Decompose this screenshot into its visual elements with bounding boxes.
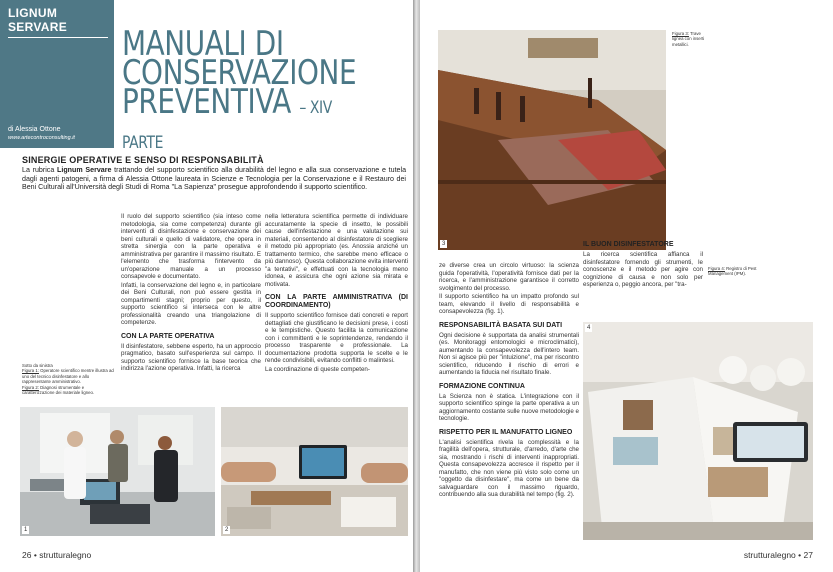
caption-4-text: Registro di Pest Management (IPM). <box>708 266 757 277</box>
photo-2-number: 2 <box>225 527 229 533</box>
brand-box <box>0 0 114 148</box>
footer-left <box>22 550 91 560</box>
col1-heading-operativa: CON LA PARTE OPERATIVA <box>121 332 215 340</box>
figure-caption-left <box>22 363 114 395</box>
intro-after: trattando del supporto scientifico alla durabilità del legno e alla sua conservazione e tutela dagli agenti patogeni, a firma di Alessia Ottone laureata in Scienze e Tecnologia per la Conservazione e il Restauro dei Beni Culturali all'Università degli Studi di Roma "La Sapienza" prosegue approfondendo il supporto scientifico. <box>22 166 407 192</box>
page-number-right: 27 <box>803 550 813 560</box>
col4-p1: La ricerca scientifica affianca il disinfestatore fornendo gli strumenti, le conoscenze e il metodo per agire con cognizione di causa e non solo per esperienza o, peggio ancora, per "tra- <box>583 251 703 288</box>
col3-p3: Ogni decisione è supportata da analisi strumentali (es. Monitoraggi entomologici e microclimatici), aumentando la consapevolezza dell'intero team. Non si agisce più per "intuizione", ma per riscontro scientifico, riducendo il rischio di errori e aumentando la fiducia nel risultato finale. <box>439 331 579 376</box>
caption-4-label: Figura 4: <box>708 266 725 271</box>
col2-p2: Il supporto scientifico fornisce dati concreti e report dettagliati che giustificano le decisioni prese, i costi e le tempistiche. Questo facilita la comunicazione con i committenti e le soprintendenze, rendendo il processo trasparente e professionale. La documentazione prodotta supporta le scelte e le rende condivisibili, evitando conflitti o malintesi. <box>265 312 408 364</box>
intro-brand: Lignum Servare <box>57 166 112 174</box>
col1-p3: Il disinfestatore, sebbene esperto, ha un approccio pragmatico, basato sull'esperienza sul campo. Il supporto scientifico fornisce la base teorica che indirizza l'azione operativa. Infatti, la ricerca <box>121 342 261 372</box>
caption-3-text: Trave lignea con inserti metallici. <box>672 31 705 47</box>
wooden-beam-illustration <box>438 30 666 250</box>
figure-caption-4 <box>708 266 772 277</box>
col2-p1: nella letteratura scientifica permette di individuare accuratamente la specie di insetto, le possibili cause dell'infestazione e una valutazione sui materiali, consentendo al disinfestatore di scegliere il metodo più appropriato (es. Anossia anziché un trattamento termico, che sarebbe meno efficace o più dannoso). Questa collaborazione evita interventi "a tentativi", e effettuati con la tecnologia meno idonea, e assicura che ogni azione sia mirata e motivata. <box>265 213 408 288</box>
magazine-name-right: strutturalegno <box>743 550 796 560</box>
column-4 <box>583 235 703 290</box>
ipm-register-illustration <box>583 322 813 540</box>
title-suffix: – XIV PARTE <box>122 98 332 153</box>
column-3 <box>439 262 579 500</box>
column-2 <box>265 213 408 374</box>
photo-1-number: 1 <box>24 527 28 533</box>
caption-1-text: Operatore scientifico mentre illustra ad uno del tecnico disinfestatore e allo rappresentante amministrativo. <box>22 368 114 385</box>
photo-3-number: 3 <box>442 241 446 247</box>
brand-title: LIGNUM SERVARE <box>8 6 68 34</box>
footer-bullet-left: • <box>33 550 37 560</box>
col3-p2: Il supporto scientifico ha un impatto profondo sul team, elevando il livello di responsabilità e consapevolezza (fig. 1). <box>439 293 579 315</box>
col3-heading-dati: RESPONSABILITÀ BASATA SUI DATI <box>439 321 563 329</box>
caption-title: Sotto da sinistra <box>22 363 53 368</box>
page-gutter <box>413 0 420 572</box>
caption-2-text: Diagnosi strumentale e caratterizzazione dei materiale ligneo. <box>22 384 95 396</box>
col3-p1: ze diverse crea un circolo virtuoso: la scienza guida l'operatività, l'operatività fornisce dati per la ricerca, e l'amministrazione garantisce il corretto svolgimento del processo. <box>439 262 579 292</box>
page-number-left: 26 <box>22 550 32 560</box>
photo-4-number: 4 <box>587 325 591 331</box>
diagnostics-illustration <box>221 407 408 536</box>
main-title-text: MANUALI DI CONSERVAZIONE PREVENTIVA <box>122 24 357 122</box>
brand-divider <box>8 37 108 38</box>
laboratory-illustration <box>20 407 215 536</box>
caption-3-label: Figura 3: <box>672 31 689 36</box>
col2-heading-amministrativa: CON LA PARTE AMMINISTRATIVA (DI COORDINAMENTO) <box>265 294 408 309</box>
col3-p5: L'analisi scientifica rivela la complessità e la fragilità dell'opera, strutturale, d'arredo, d'arte che sia, mostrando i rischi di interventi inappropriati. Questa consapevolezza accresce il rispetto per il manufatto, che non viene più visto solo come un "oggetto da disinfestare", ma come un bene da salvaguardare con il massimo riguardo, contribuendo alla sua durabilità nel tempo (fig. 2). <box>439 438 579 498</box>
col3-heading-formazione: FORMAZIONE CONTINUA <box>439 382 525 390</box>
footer-right <box>744 550 813 560</box>
author: di Alessia Ottone <box>8 126 61 133</box>
photo-4-ipm-register <box>583 322 813 540</box>
col4-heading-disinfestatore: IL BUON DISINFESTATORE <box>583 241 674 248</box>
col2-p3: La coordinazione di queste competen- <box>265 365 370 373</box>
column-1 <box>121 213 261 374</box>
left-page <box>0 0 413 572</box>
col3-heading-rispetto: RISPETTO PER IL MANUFATTO LIGNEO <box>439 428 573 436</box>
caption-2-label: Figura 2: <box>22 384 39 390</box>
col1-p1: Il ruolo del supporto scientifico (sia inteso come metodologia, sia come competenza) durante gli interventi di disinfestazione e conservazione dei beni culturali e quello di validatore, che opera in stretta sinergia con la parte operativa e amministrativa per garantire il massimo risultato. E l'elemento che trasforma l'intervento da un'operazione manuale a un processo consapevole e documentato. <box>121 213 261 280</box>
footer-bullet-right: • <box>798 550 802 560</box>
col1-p2: Infatti, la conservazione del legno e, in particolare dei Beni Culturali, non può essere gestita in compartimenti stagni; proprio per questo, il supporto scientifico si interseca con le altre professionalità creando una triangolazione di competenze. <box>121 281 261 326</box>
intro-paragraph <box>22 166 406 192</box>
website-link[interactable]: www.artecontroconsulting.it <box>8 135 75 141</box>
intro-before: La rubrica <box>22 166 58 174</box>
photo-3-wooden-beam <box>438 30 666 250</box>
caption-1-label: Figura 1: <box>22 368 39 374</box>
main-title <box>122 24 360 158</box>
photo-1-laboratory <box>20 407 215 536</box>
photo-2-diagnostics <box>221 407 408 536</box>
right-page <box>420 0 833 572</box>
magazine-name-left: strutturalegno <box>39 550 92 560</box>
section-title: SINERGIE OPERATIVE E SENSO DI RESPONSABILITÀ <box>22 155 264 165</box>
col3-p4: La Scienza non è statica. L'integrazione con il supporto scientifico spinge la parte operativa a un aggiornamento costante sulle nuove metodologie e tecnologie. <box>439 392 580 422</box>
figure-caption-3 <box>672 31 712 47</box>
